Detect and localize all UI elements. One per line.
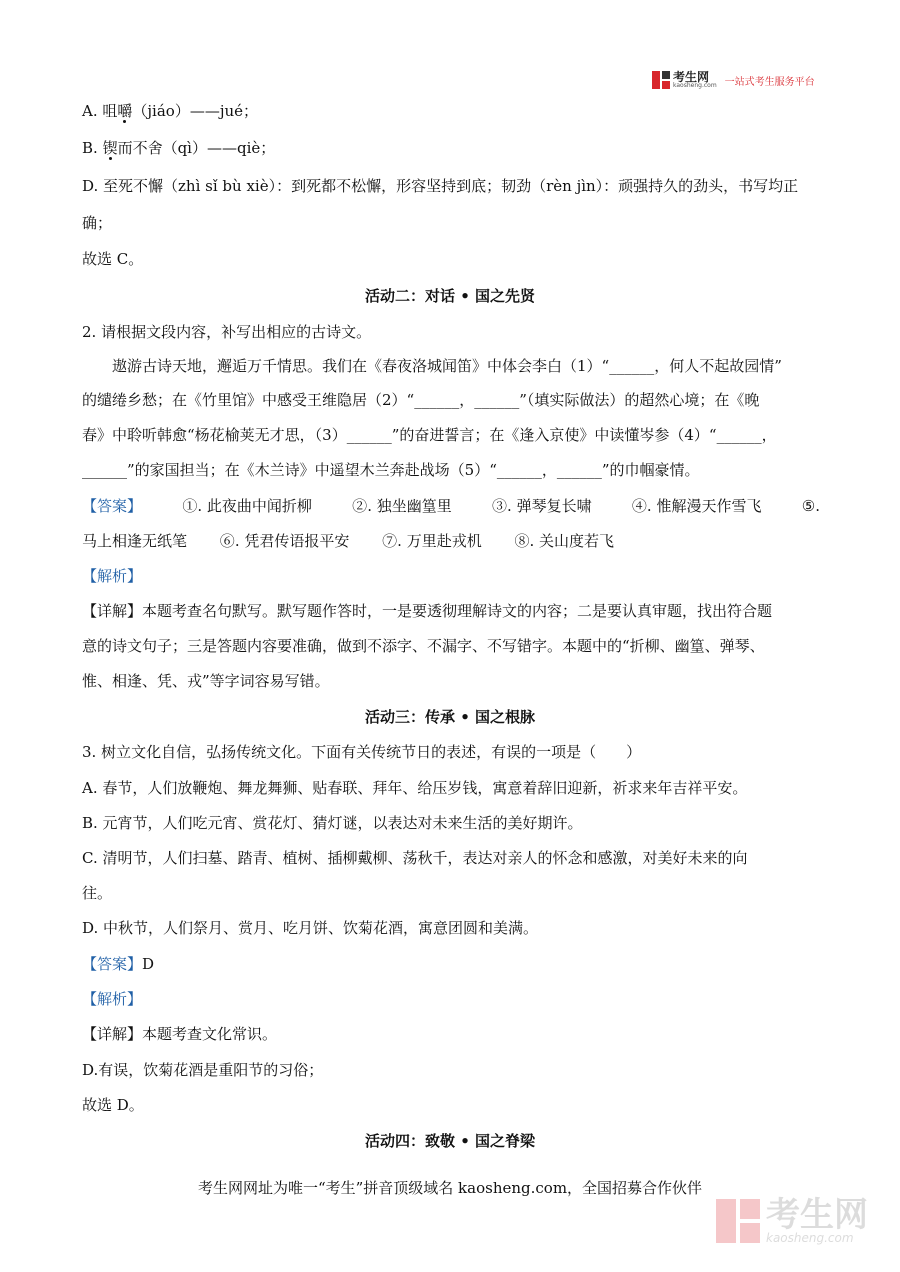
logo-mark-icon — [652, 71, 670, 89]
q3-question: 3. 树立文化自信，弘扬传统文化。下面有关传统节日的表述，有误的一项是（ ） — [82, 743, 642, 761]
q3-option-a: A. 春节，人们放鞭炮、舞龙舞狮、贴春联、拜年、给压岁钱，寓意着辞旧迎新，祈求来年吉祥平安。 — [82, 779, 748, 797]
answer-item: ②. 独坐幽篁里 — [352, 497, 452, 515]
q3-choice: 故选 D。 — [82, 1096, 144, 1114]
q1-option-d-line1: D. 至死不懈（zhì sǐ bù xiè）：到死都不松懈，形容坚持到底；韧劲（rèn jìn）：顽强持久的劲头，书写均正 — [82, 177, 799, 195]
q2-detail-line: 意的诗文句子；三是答题内容要准确，做到不添字、不漏字、不写错字。本题中的“折柳、幽篁、弹琴、 — [82, 637, 765, 655]
section3-title: 活动三：传承 • 国之根脉 — [364, 708, 536, 726]
q3-option-d: D. 中秋节，人们祭月、赏月、吃月饼、饮菊花酒，寓意团圆和美满。 — [82, 919, 539, 937]
section2-title: 活动二：对话 • 国之先贤 — [364, 287, 536, 305]
logo-name: 考生网 — [673, 70, 710, 84]
q2-passage-line: 春》中聆听韩愈“杨花榆荚无才思，（3）______”的奋进誓言；在《逢入京使》中读懂岑参（4）“______， — [82, 426, 777, 444]
q3-note: D.有误，饮菊花酒是重阳节的习俗； — [82, 1061, 324, 1079]
watermark-logo-icon — [716, 1199, 760, 1243]
q2-detail-line: 惟、相逢、凭、戎”等字词容易写错。 — [82, 672, 330, 690]
q3-analysis-label: 【解析】 — [82, 990, 143, 1008]
answer-item: 马上相逢无纸笔 — [82, 532, 188, 550]
q3-detail: 【详解】本题考查文化常识。 — [82, 1025, 278, 1043]
q3-option-c-line2: 往。 — [82, 884, 113, 902]
watermark-name: 考生网 — [766, 1195, 868, 1235]
q2-passage-line: 的缱绻乡愁；在《竹里馆》中感受王维隐居（2）“______，______”（填实际做法）的超然心境；在《晚 — [82, 391, 760, 409]
answer-value: D — [142, 955, 155, 973]
q2-analysis-label: 【解析】 — [82, 567, 143, 585]
page-footer: 考生网网址为唯一“考生”拼音顶级域名 kaosheng.com，全国招募合作伙伴 — [197, 1179, 703, 1197]
answer-label: 【答案】 — [82, 955, 143, 973]
detail-label: 【详解】 — [82, 1025, 143, 1043]
answer-item: ⑧. 关山度若飞 — [514, 532, 615, 550]
detail-label: 【详解】 — [82, 602, 143, 620]
answer-item: ⑦. 万里赴戎机 — [382, 532, 482, 550]
answer-item: ④. 惟解漫天作雪飞 — [631, 497, 762, 515]
answer-label: 【答案】 — [82, 497, 143, 515]
q3-answer — [82, 954, 154, 974]
answer-item: ③. 弹琴复长啸 — [492, 497, 592, 515]
q3-option-c-line1: C. 清明节，人们扫墓、踏青、植树、插柳戴柳、荡秋千，表达对亲人的怀念和感激，对美好未来的向 — [82, 849, 748, 867]
q1-option-b: B. 锲而不舍（qì）——qiè； — [82, 139, 276, 157]
watermark-domain: kaosheng.com — [766, 1231, 854, 1245]
answer-item: ①. 此夜曲中闻折柳 — [182, 497, 312, 515]
q2-answers-row1 — [82, 496, 820, 516]
q2-answers-row2 — [82, 531, 614, 551]
q2-question: 2. 请根据文段内容，补写出相应的古诗文。 — [82, 323, 372, 341]
q2-passage-line: 遨游古诗天地，邂逅万千情思。我们在《春夜洛城闻笛》中体会李白（1）“______，何人不起故园情” — [112, 357, 782, 375]
answer-item: ⑥. 凭君传语报平安 — [219, 532, 350, 550]
logo-domain: kaosheng.com — [673, 82, 717, 89]
q3-option-b: B. 元宵节，人们吃元宵、赏花灯、猜灯谜，以表达对未来生活的美好期许。 — [82, 814, 583, 832]
logo-slogan: 一站式考生服务平台 — [724, 76, 815, 88]
q1-option-a: A. 咀嚼（jiáo）——jué； — [82, 102, 259, 120]
q1-choice: 故选 C。 — [82, 250, 144, 268]
brand-logo — [652, 71, 815, 89]
q2-detail-line: 【详解】本题考查名句默写。默写题作答时，一是要透彻理解诗文的内容；二是要认真审题，找出符合题 — [82, 602, 773, 620]
q2-passage-line: ______”的家国担当；在《木兰诗》中遥望木兰奔赴战场（5）“______，______”的巾帼豪情。 — [82, 461, 700, 479]
watermark — [716, 1195, 868, 1245]
section4-title: 活动四：致敬 • 国之脊梁 — [364, 1132, 536, 1150]
answer-item: ⑤. — [801, 497, 820, 515]
q1-option-d-line2: 确； — [82, 214, 113, 232]
